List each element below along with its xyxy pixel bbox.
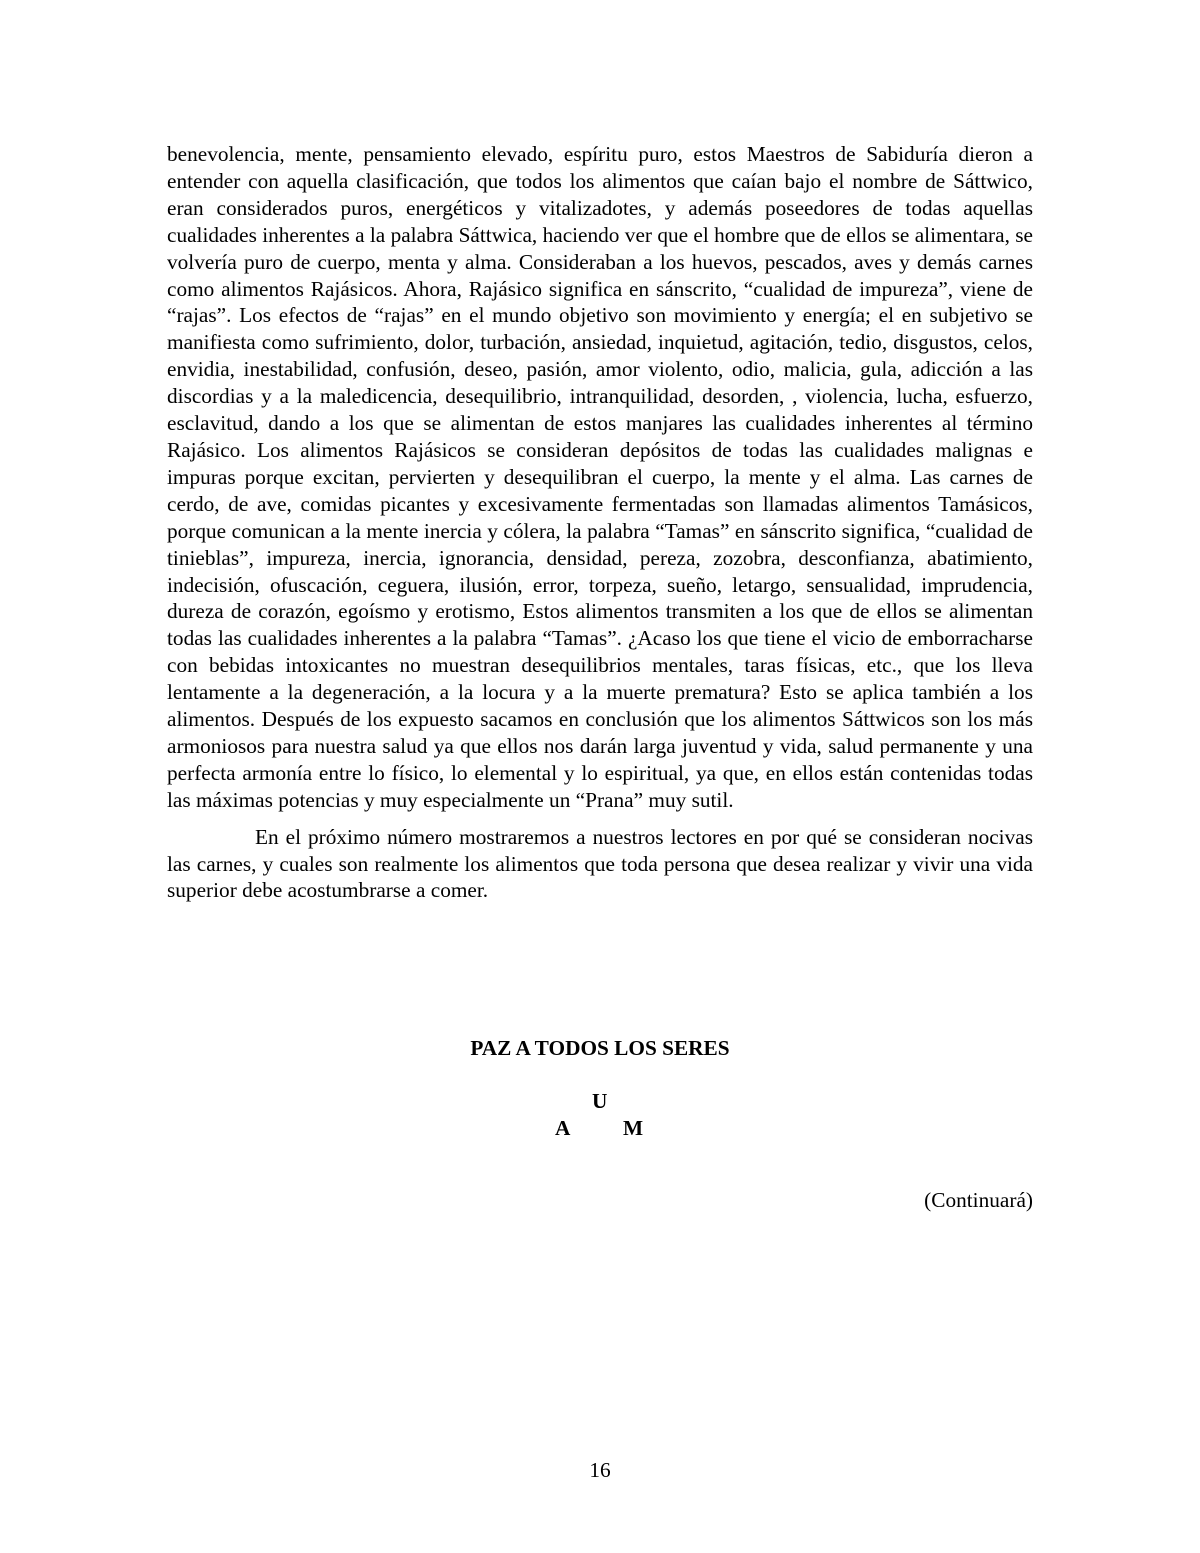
closing-paragraph: En el próximo número mostraremos a nuestros lectores en por qué se consideran nocivas las carnes, y cuales son realmente los alimentos que toda persona que desea realizar y vivir una vida superior debe acostumbrarse a comer.	[167, 824, 1033, 903]
page-number: 16	[589, 1458, 611, 1482]
page-body	[167, 141, 1033, 904]
body-paragraph: benevolencia, mente, pensamiento elevado, espíritu puro, estos Maestros de Sabiduría dieron a entender con aquella clasificación, que todos los alimentos que caían bajo el nombre de Sáttwico, eran considerados puros, energéticos y vitalizadotes, y además poseedores de todas aquellas cualidades inherentes a la palabra Sáttwica, haciendo ver que el hombre que de ellos se alimentara, se volvería puro de cuerpo, menta y alma. Consideraban a los huevos, pescados, aves y demás carnes como alimentos Rajásicos. Ahora, Rajásico significa en sánscrito, “cualidad de impureza”, viene de “rajas”. Los efectos de “rajas” en el mundo objetivo son movimiento y energía; el en subjetivo se manifiesta como sufrimiento, dolor, turbación, ansiedad, inquietud, agitación, tedio, disgustos, celos, envidia, inestabilidad, confusión, deseo, pasión, amor violento, odio, malicia, gula, adicción a las discordias y a la maledicencia, desequilibrio, intranquilidad, desorden, , violencia, lucha, esfuerzo, esclavitud, dando a los que se alimentan de estos manjares las cualidades inherentes al término Rajásico. Los alimentos Rajásicos se consideran depósitos de todas las cualidades malignas e impuras porque excitan, pervierten y desequilibran el cuerpo, la mente y el alma. Las carnes de cerdo, de ave, comidas picantes y excesivamente fermentadas son llamadas alimentos Tamásicos, porque comunican a la mente inercia y cólera, la palabra “Tamas” en sánscrito significa, “cualidad de tinieblas”, impureza, inercia, ignorancia, densidad, pereza, zozobra, desconfianza, abatimiento, indecisión, ofuscación, ceguera, ilusión, error, torpeza, sueño, letargo, sensualidad, imprudencia, dureza de corazón, egoísmo y erotismo, Estos alimentos transmiten a los que de ellos se alimentan todas las cualidades inherentes a la palabra “Tamas”. ¿Acaso los que tiene el vicio de emborracharse con bebidas intoxicantes no muestran desequilibrios mentales, taras físicas, etc., que los lleva lentamente a la degeneración, a la locura y a la muerte prematura? Esto se aplica también a los alimentos. Después de los expuesto sacamos en conclusión que los alimentos Sáttwicos son los más armoniosos para nuestra salud ya que ellos nos darán larga juventud y vida, salud permanente y una perfecta armonía entre lo físico, lo elemental y lo espiritual, ya que, en ellos están contenidas todas las máximas potencias y muy especialmente un “Prana” muy sutil.	[167, 142, 1033, 812]
continued-note: (Continuará)	[924, 1188, 1033, 1212]
aum-letter-a: A	[555, 1116, 571, 1140]
aum-letter-u: U	[592, 1089, 608, 1113]
closing-title: PAZ A TODOS LOS SERES	[470, 1036, 730, 1060]
aum-letter-m: M	[623, 1116, 644, 1140]
